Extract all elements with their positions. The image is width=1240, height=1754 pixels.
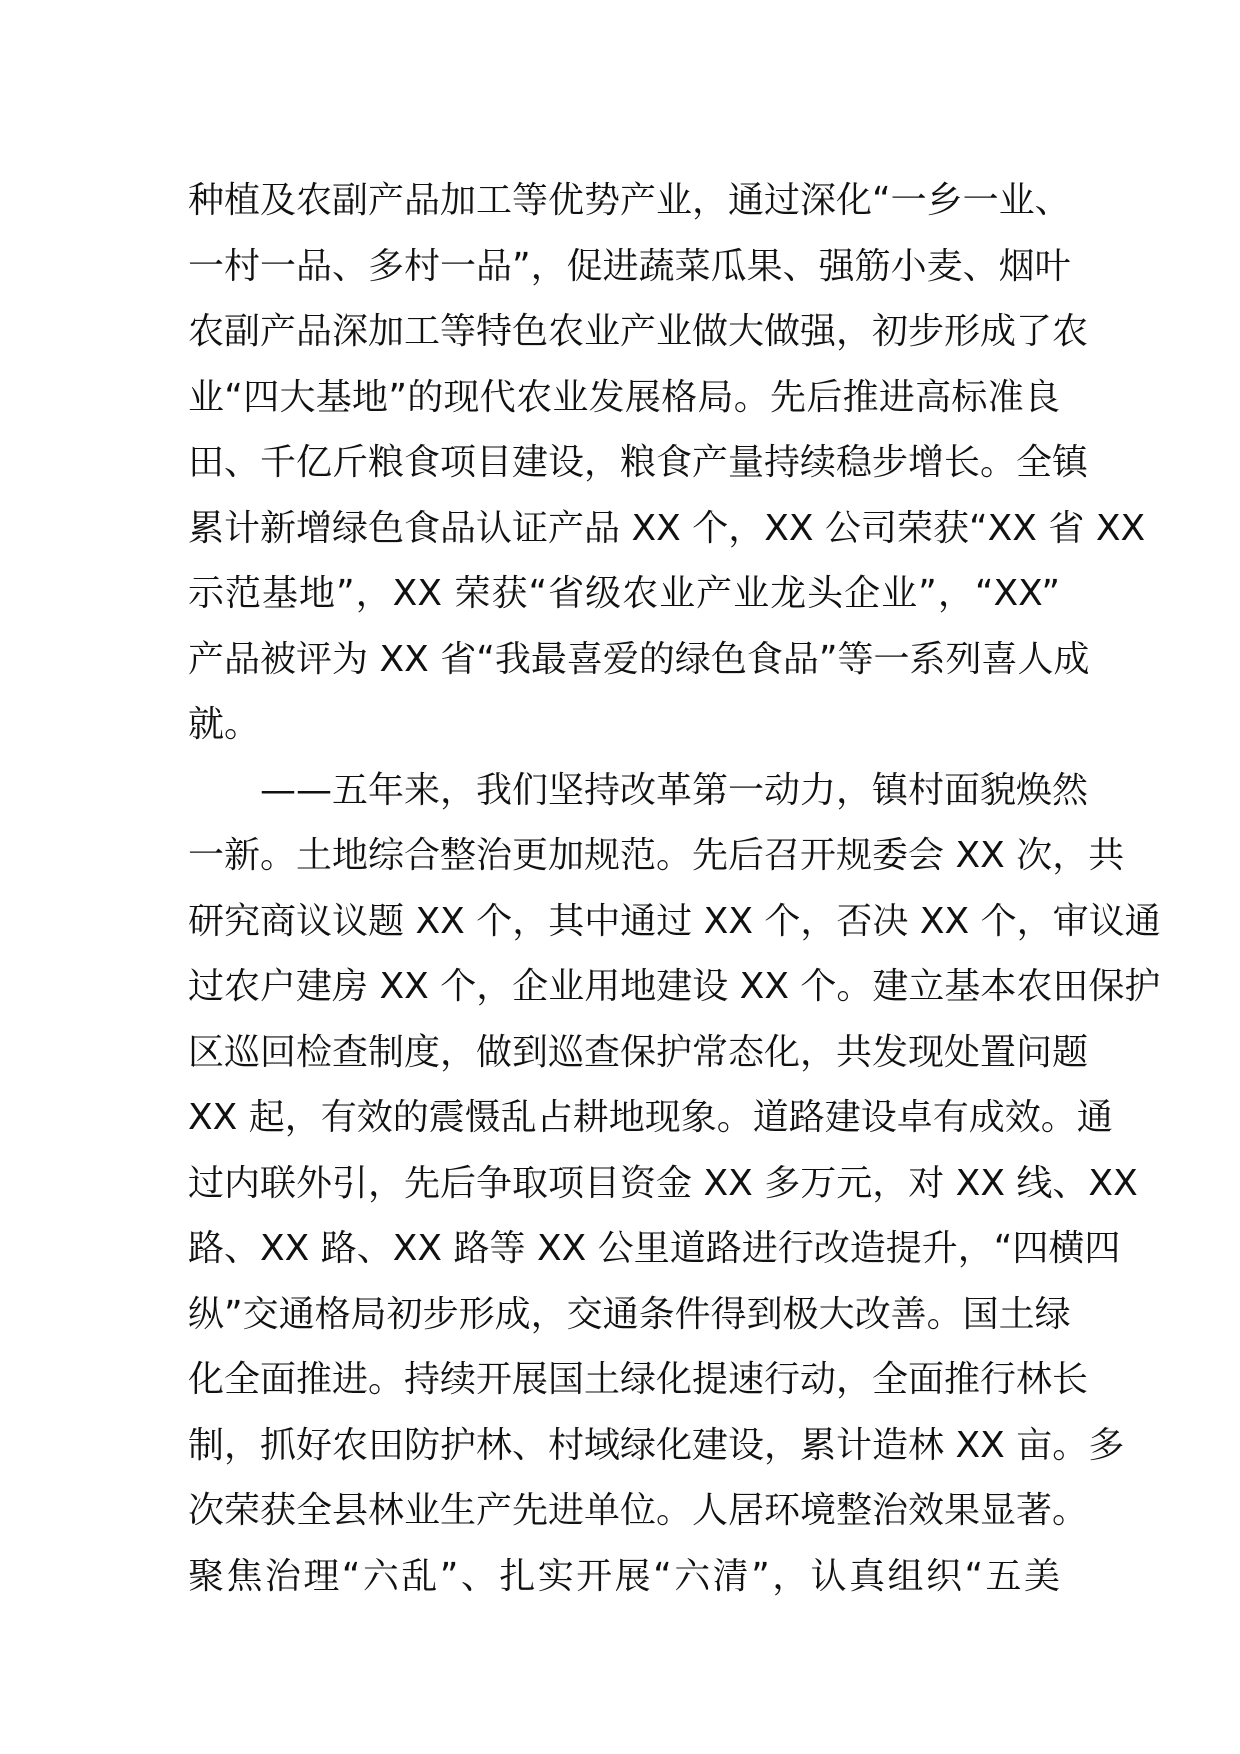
- text-line: 路、XX 路、XX 路等 XX 公里道路进行改造提升，“四横四: [188, 1228, 1121, 1269]
- text-line: 次荣获全县林业生产先进单位。人居环境整治效果显著。: [188, 1490, 1089, 1531]
- text-line: 区巡回检查制度，做到巡查保护常态化，共发现处置问题: [188, 1031, 1089, 1073]
- text-line: 示范基地”，XX 荣获“省级农业产业龙头企业”，“XX”: [188, 573, 1060, 614]
- paragraph-agriculture: [188, 168, 1146, 758]
- text-line: 化全面推进。持续开展国土绿化提速行动，全面推行林长: [188, 1359, 1089, 1400]
- text-line: ——五年来，我们坚持改革第一动力，镇村面貌焕然: [260, 769, 1089, 811]
- text-line: 田、千亿斤粮食项目建设，粮食产量持续稳步增长。全镇: [188, 442, 1089, 483]
- paragraph-reform: [188, 758, 1161, 1610]
- text-line: 种植及农副产品加工等优势产业，通过深化“一乡一业、: [188, 180, 1071, 221]
- text-line: 累计新增绿色食品认证产品 XX 个，XX 公司荣获“XX 省 XX: [188, 507, 1146, 549]
- text-line: 就。: [188, 704, 261, 745]
- text-line: 业“四大基地”的现代农业发展格局。先后推进高标准良: [188, 376, 1060, 418]
- text-line: XX 起，有效的震慑乱占耕地现象。道路建设卓有成效。通: [188, 1097, 1113, 1138]
- text-line: 过内联外引，先后争取项目资金 XX 多万元，对 XX 线、XX: [188, 1162, 1138, 1204]
- text-line: 农副产品深加工等特色农业产业做大做强，初步形成了农: [188, 311, 1089, 352]
- text-line: 纵”交通格局初步形成，交通条件得到极大改善。国土绿: [188, 1293, 1071, 1335]
- body-text: [188, 168, 1161, 1609]
- text-line: 制，抓好农田防护林、村域绿化建设，累计造林 XX 亩。多: [188, 1424, 1125, 1466]
- text-line: 过农户建房 XX 个，企业用地建设 XX 个。建立基本农田保护: [188, 966, 1161, 1007]
- text-line: 一村一品、多村一品”，促进蔬菜瓜果、强筋小麦、烟叶: [188, 245, 1071, 287]
- text-line: 研究商议议题 XX 个，其中通过 XX 个，否决 XX 个，审议通: [188, 900, 1161, 942]
- text-line: 产品被评为 XX 省“我最喜爱的绿色食品”等一系列喜人成: [188, 638, 1090, 680]
- text-line: 一新。土地综合整治更加规范。先后召开规委会 XX 次，共: [188, 835, 1125, 876]
- text-line: 聚焦治理“六乱”、扎实开展“六清”，认真组织“五美: [188, 1555, 1060, 1597]
